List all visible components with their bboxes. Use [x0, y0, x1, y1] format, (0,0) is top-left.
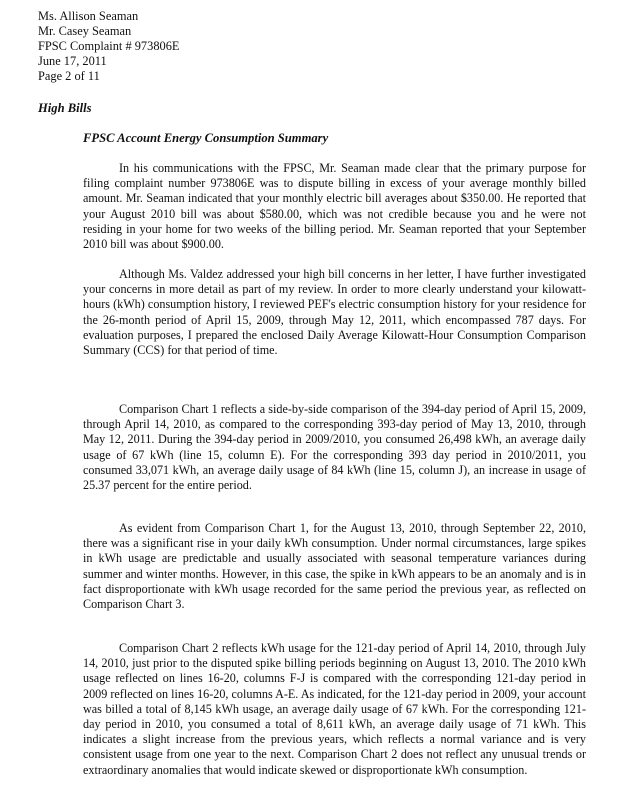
recipient-name-2: Mr. Casey Seaman	[38, 24, 132, 38]
letter-date: June 17, 2011	[38, 54, 107, 68]
recipient-name-1: Ms. Allison Seaman	[38, 9, 139, 23]
paragraph-2: Although Ms. Valdez addressed your high bill concerns in her letter, I have further investigated your concerns in more detail as part of my review. In order to more clearly understand your kilowatt-hours (kWh) consumption history, I reviewed PEF's electric consumption history for your residence for the 26-month period of April 15, 2009, through May 12, 2011, which encompassed 787 days. For evaluation purposes, I prepared the enclosed Daily Average Kilowatt-Hour Consumption Comparison Summary (CCS) for that period of time.	[83, 267, 586, 358]
paragraph-3: Comparison Chart 1 reflects a side-by-side comparison of the 394-day period of April 15, 2009, through April 14, 2010, as compared to the corresponding 393-day period of May 13, 2010, through May 12, 2011. During the 394-day period in 2009/2010, you consumed 26,498 kWh, an average daily usage of 67 kWh (line 15, column E). For the corresponding 393 day period in 2010/2011, you consumed 33,071 kWh, an average daily usage of 84 kWh (line 15, column J), an increase in usage of 25.37 percent for the entire period.	[83, 402, 586, 493]
complaint-number: FPSC Complaint # 973806E	[38, 39, 180, 53]
page-number: Page 2 of 11	[38, 69, 100, 83]
paragraph-1: In his communications with the FPSC, Mr. Seaman made clear that the primary purpose for filing complaint number 973806E was to dispute billing in excess of your average monthly billed amount. Mr. Seaman indicated that your monthly electric bill averages about $350.00. He reported that your August 2010 bill was about $580.00, which was not credible because you and he were not residing in your home for two weeks of the billing period. Mr. Seaman reported that your September 2010 bill was about $900.00.	[83, 161, 586, 252]
paragraph-4: As evident from Comparison Chart 1, for the August 13, 2010, through September 22, 2010, there was a significant rise in your daily kWh consumption. Under normal circumstances, large spikes in kWh usage are predictable and usually associated with seasonal temperature variances during summer and winter months. However, in this case, the spike in kWh appears to be an anomaly and is in fact disproportionate with kWh usage recorded for the same period the previous year, as reflected on Comparison Chart 3.	[83, 521, 586, 612]
letter-header	[38, 9, 179, 84]
paragraph-5: Comparison Chart 2 reflects kWh usage for the 121-day period of April 14, 2010, through July 14, 2010, just prior to the disputed spike billing periods beginning on August 13, 2010. The 2010 kWh usage reflected on lines 16-20, columns F-J is compared with the corresponding 121-day period in 2009 reflected on lines 16-20, columns A-E. As indicated, for the 121-day period in 2009, your account was billed a total of 8,145 kWh usage, an average daily usage of 67 kWh. For the corresponding 121-day period in 2010, you consumed a total of 8,611 kWh, an average daily usage of 71 kWh. This indicates a slight increase from the previous years, which reflects a normal variance and is very consistent usage from one year to the next. Comparison Chart 2 does not reflect any unusual trends or extraordinary anomalies that would indicate skewed or disproportionate kWh consumption.	[83, 641, 586, 777]
subsection-heading: FPSC Account Energy Consumption Summary	[83, 131, 329, 145]
section-heading: High Bills	[38, 101, 92, 115]
